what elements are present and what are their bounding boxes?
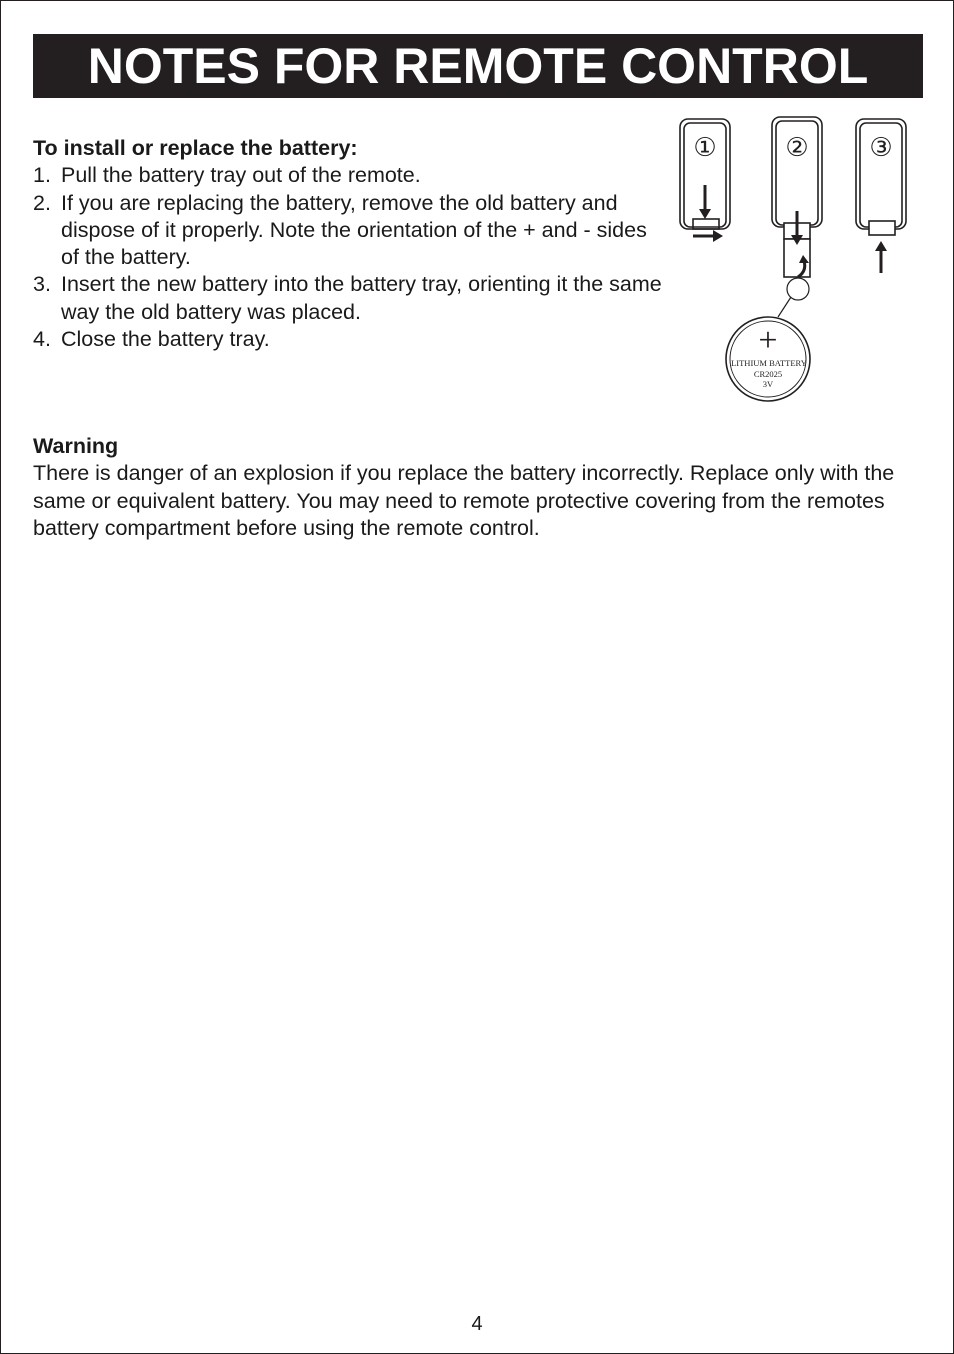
battery-plus-sign: + [758, 322, 778, 359]
step-marker-2: ② [785, 133, 809, 163]
step-item [33, 326, 663, 353]
battery-voltage: 3V [762, 379, 774, 389]
battery-replacement-diagram [671, 111, 921, 411]
step-number: 1. [33, 163, 51, 188]
step-text: Pull the battery tray out of the remote. [61, 163, 421, 188]
step-number: 2. [33, 190, 51, 215]
step-text: Close the battery tray. [61, 327, 270, 352]
battery-label: LITHIUM BATTERY [731, 358, 807, 368]
install-heading: To install or replace the battery: [33, 136, 358, 160]
warning-text: There is danger of an explosion if you replace the battery incorrectly. Replace only with the same or equivalent battery. You may need to remote protective covering from the remotes battery compartment before using the remote control. [33, 461, 895, 540]
page-number: 4 [471, 1313, 483, 1335]
warning-heading: Warning [33, 434, 119, 458]
step-item [33, 190, 663, 272]
step-text: If you are replacing the battery, remove the old battery and dispose of it properly. Note the orientation of the + and - sides of the battery. [61, 190, 647, 270]
page-title: NOTES FOR REMOTE CONTROL [33, 34, 923, 98]
step-number: 3. [33, 272, 51, 297]
warning-section [33, 433, 923, 542]
install-steps-list [33, 162, 663, 353]
step-text: Insert the new battery into the battery tray, orienting it the same way the old battery was placed. [61, 272, 662, 324]
step-item [33, 162, 663, 189]
step-marker-3: ③ [869, 133, 893, 163]
step-marker-1: ① [693, 133, 717, 163]
step-number: 4. [33, 327, 51, 352]
install-section [33, 135, 663, 353]
step-item [33, 271, 663, 326]
battery-model: CR2025 [753, 369, 783, 379]
